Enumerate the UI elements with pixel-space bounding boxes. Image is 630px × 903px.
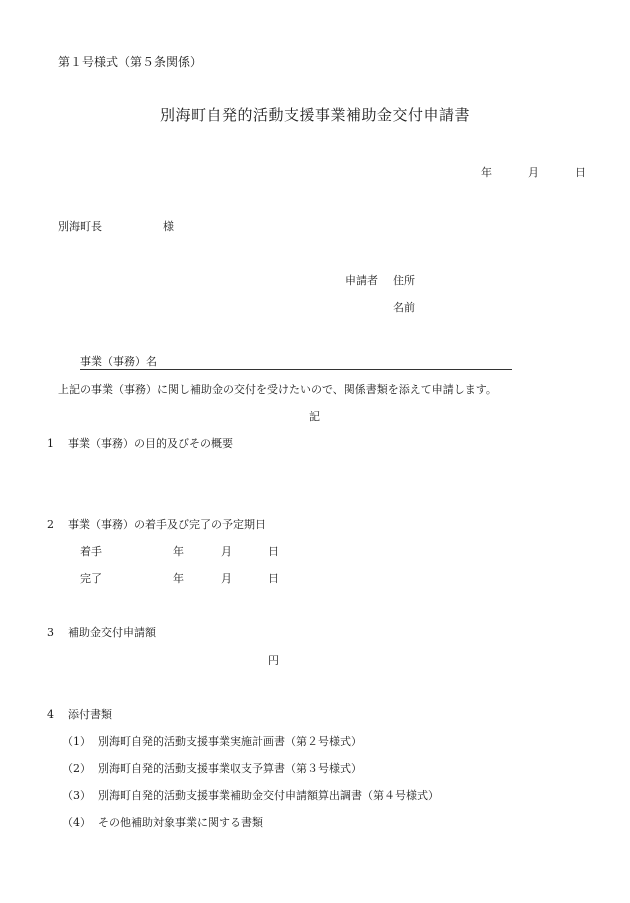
end-date-label: 完了 — [80, 572, 102, 585]
attachment-item-text: 別海町自発的活動支援事業収支予算書（第３号様式） — [98, 762, 362, 775]
attachment-item-number: （3） — [62, 789, 91, 802]
date-day-label: 日 — [575, 166, 586, 179]
start-date-label: 着手 — [80, 545, 102, 558]
section4-number: 4 — [47, 708, 54, 721]
ki-label: 記 — [309, 410, 320, 423]
section1-heading: 事業（事務）の目的及びその概要 — [68, 437, 233, 450]
date-month-label: 月 — [528, 166, 539, 179]
form-number: 第１号様式（第５条関係） — [58, 55, 203, 69]
attachment-item-number: （4） — [62, 816, 91, 829]
end-day-label: 日 — [268, 572, 279, 585]
attachment-item-number: （1） — [62, 735, 91, 748]
section4-heading: 添付書類 — [68, 708, 112, 721]
project-name-field[interactable] — [80, 356, 512, 370]
intro-text: 上記の事業（事務）に関し補助金の交付を受けたいので、関係書類を添えて申請します。 — [58, 383, 497, 396]
date-year-label: 年 — [481, 166, 492, 179]
addressee-honorific: 様 — [163, 220, 174, 233]
start-month-label: 月 — [221, 545, 232, 558]
section2-number: 2 — [47, 518, 54, 531]
applicant-label: 申請者 — [345, 274, 378, 287]
end-year-label: 年 — [173, 572, 184, 585]
end-month-label: 月 — [221, 572, 232, 585]
document-title: 別海町自発的活動支援事業補助金交付申請書 — [159, 106, 470, 124]
yen-label: 円 — [268, 654, 279, 667]
addressee-name: 別海町長 — [58, 220, 102, 233]
attachment-item-number: （2） — [62, 762, 91, 775]
applicant-address-label: 住所 — [393, 274, 415, 287]
start-year-label: 年 — [173, 545, 184, 558]
section3-number: 3 — [47, 626, 54, 639]
project-name-label: 事業（事務）名 — [80, 355, 157, 368]
attachment-item-text: その他補助対象事業に関する書類 — [98, 816, 263, 829]
start-day-label: 日 — [268, 545, 279, 558]
section3-heading: 補助金交付申請額 — [68, 626, 156, 639]
attachment-item-text: 別海町自発的活動支援事業実施計画書（第２号様式） — [98, 735, 362, 748]
section2-heading: 事業（事務）の着手及び完了の予定期日 — [68, 518, 266, 531]
applicant-name-label: 名前 — [393, 301, 415, 314]
section1-number: 1 — [47, 437, 54, 450]
attachment-item-text: 別海町自発的活動支援事業補助金交付申請額算出調書（第４号様式） — [98, 789, 439, 802]
